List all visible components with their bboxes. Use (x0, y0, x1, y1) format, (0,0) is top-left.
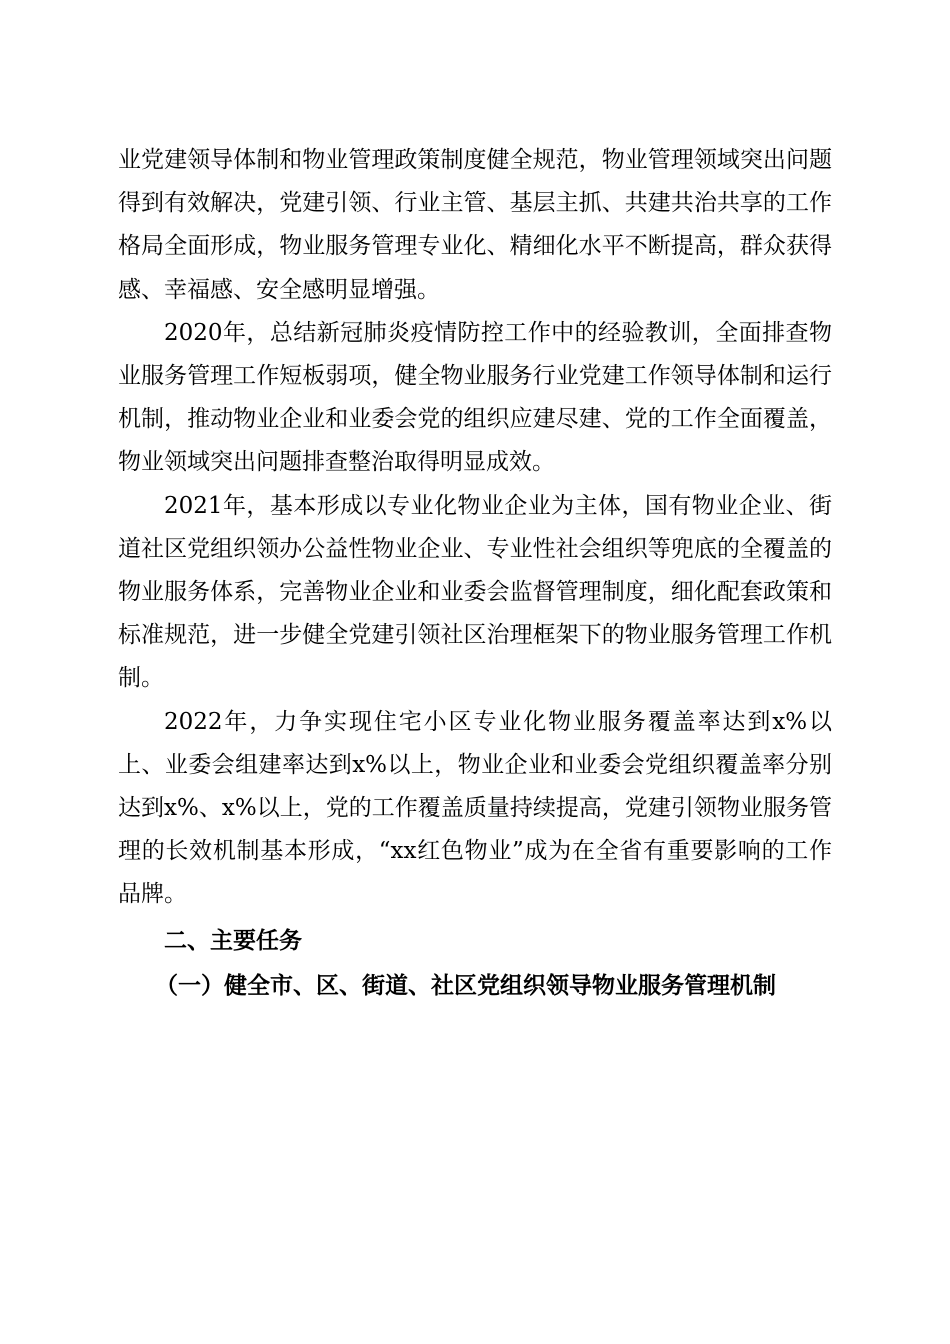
paragraph-2021: 2021年，基本形成以专业化物业企业为主体，国有物业企业、街道社区党组织领办公益性物业企业、专业性社会组织等兜底的全覆盖的物业服务体系，完善物业企业和业委会监督管理制度，细化配套政策和标准规范，进一步健全党建引领社区治理框架下的物业服务管理工作机制。 (118, 492, 832, 692)
paragraph-2020: 2020年，总结新冠肺炎疫情防控工作中的经验教训，全面排查物业服务管理工作短板弱项，健全物业服务行业党建工作领导体制和运行机制，推动物业企业和业委会党的组织应建尽建、党的工作全面覆盖，物业领域突出问题排查整治取得明显成效。 (118, 319, 832, 476)
paragraph-continuation: 业党建领导体制和物业管理政策制度健全规范，物业管理领域突出问题得到有效解决，党建引领、行业主管、基层主抓、共建共治共享的工作格局全面形成，物业服务管理专业化、精细化水平不断提高，群众获得感、幸福感、安全感明显增强。 (118, 147, 832, 303)
sub-heading: （一）健全市、区、街道、社区党组织领导物业服务管理机制 (155, 972, 776, 999)
document-page (118, 139, 832, 1008)
paragraph-2022: 2022年，力争实现住宅小区专业化物业服务覆盖率达到x%以上、业委会组建率达到x%以上，物业企业和业委会党组织覆盖率分别达到x%、x%以上，党的工作覆盖质量持续提高，党建引领物业服务管理的长效机制基本形成，“xx红色物业”成为在全省有重要影响的工作品牌。 (118, 708, 832, 908)
section-heading: 二、主要任务 (164, 927, 302, 954)
